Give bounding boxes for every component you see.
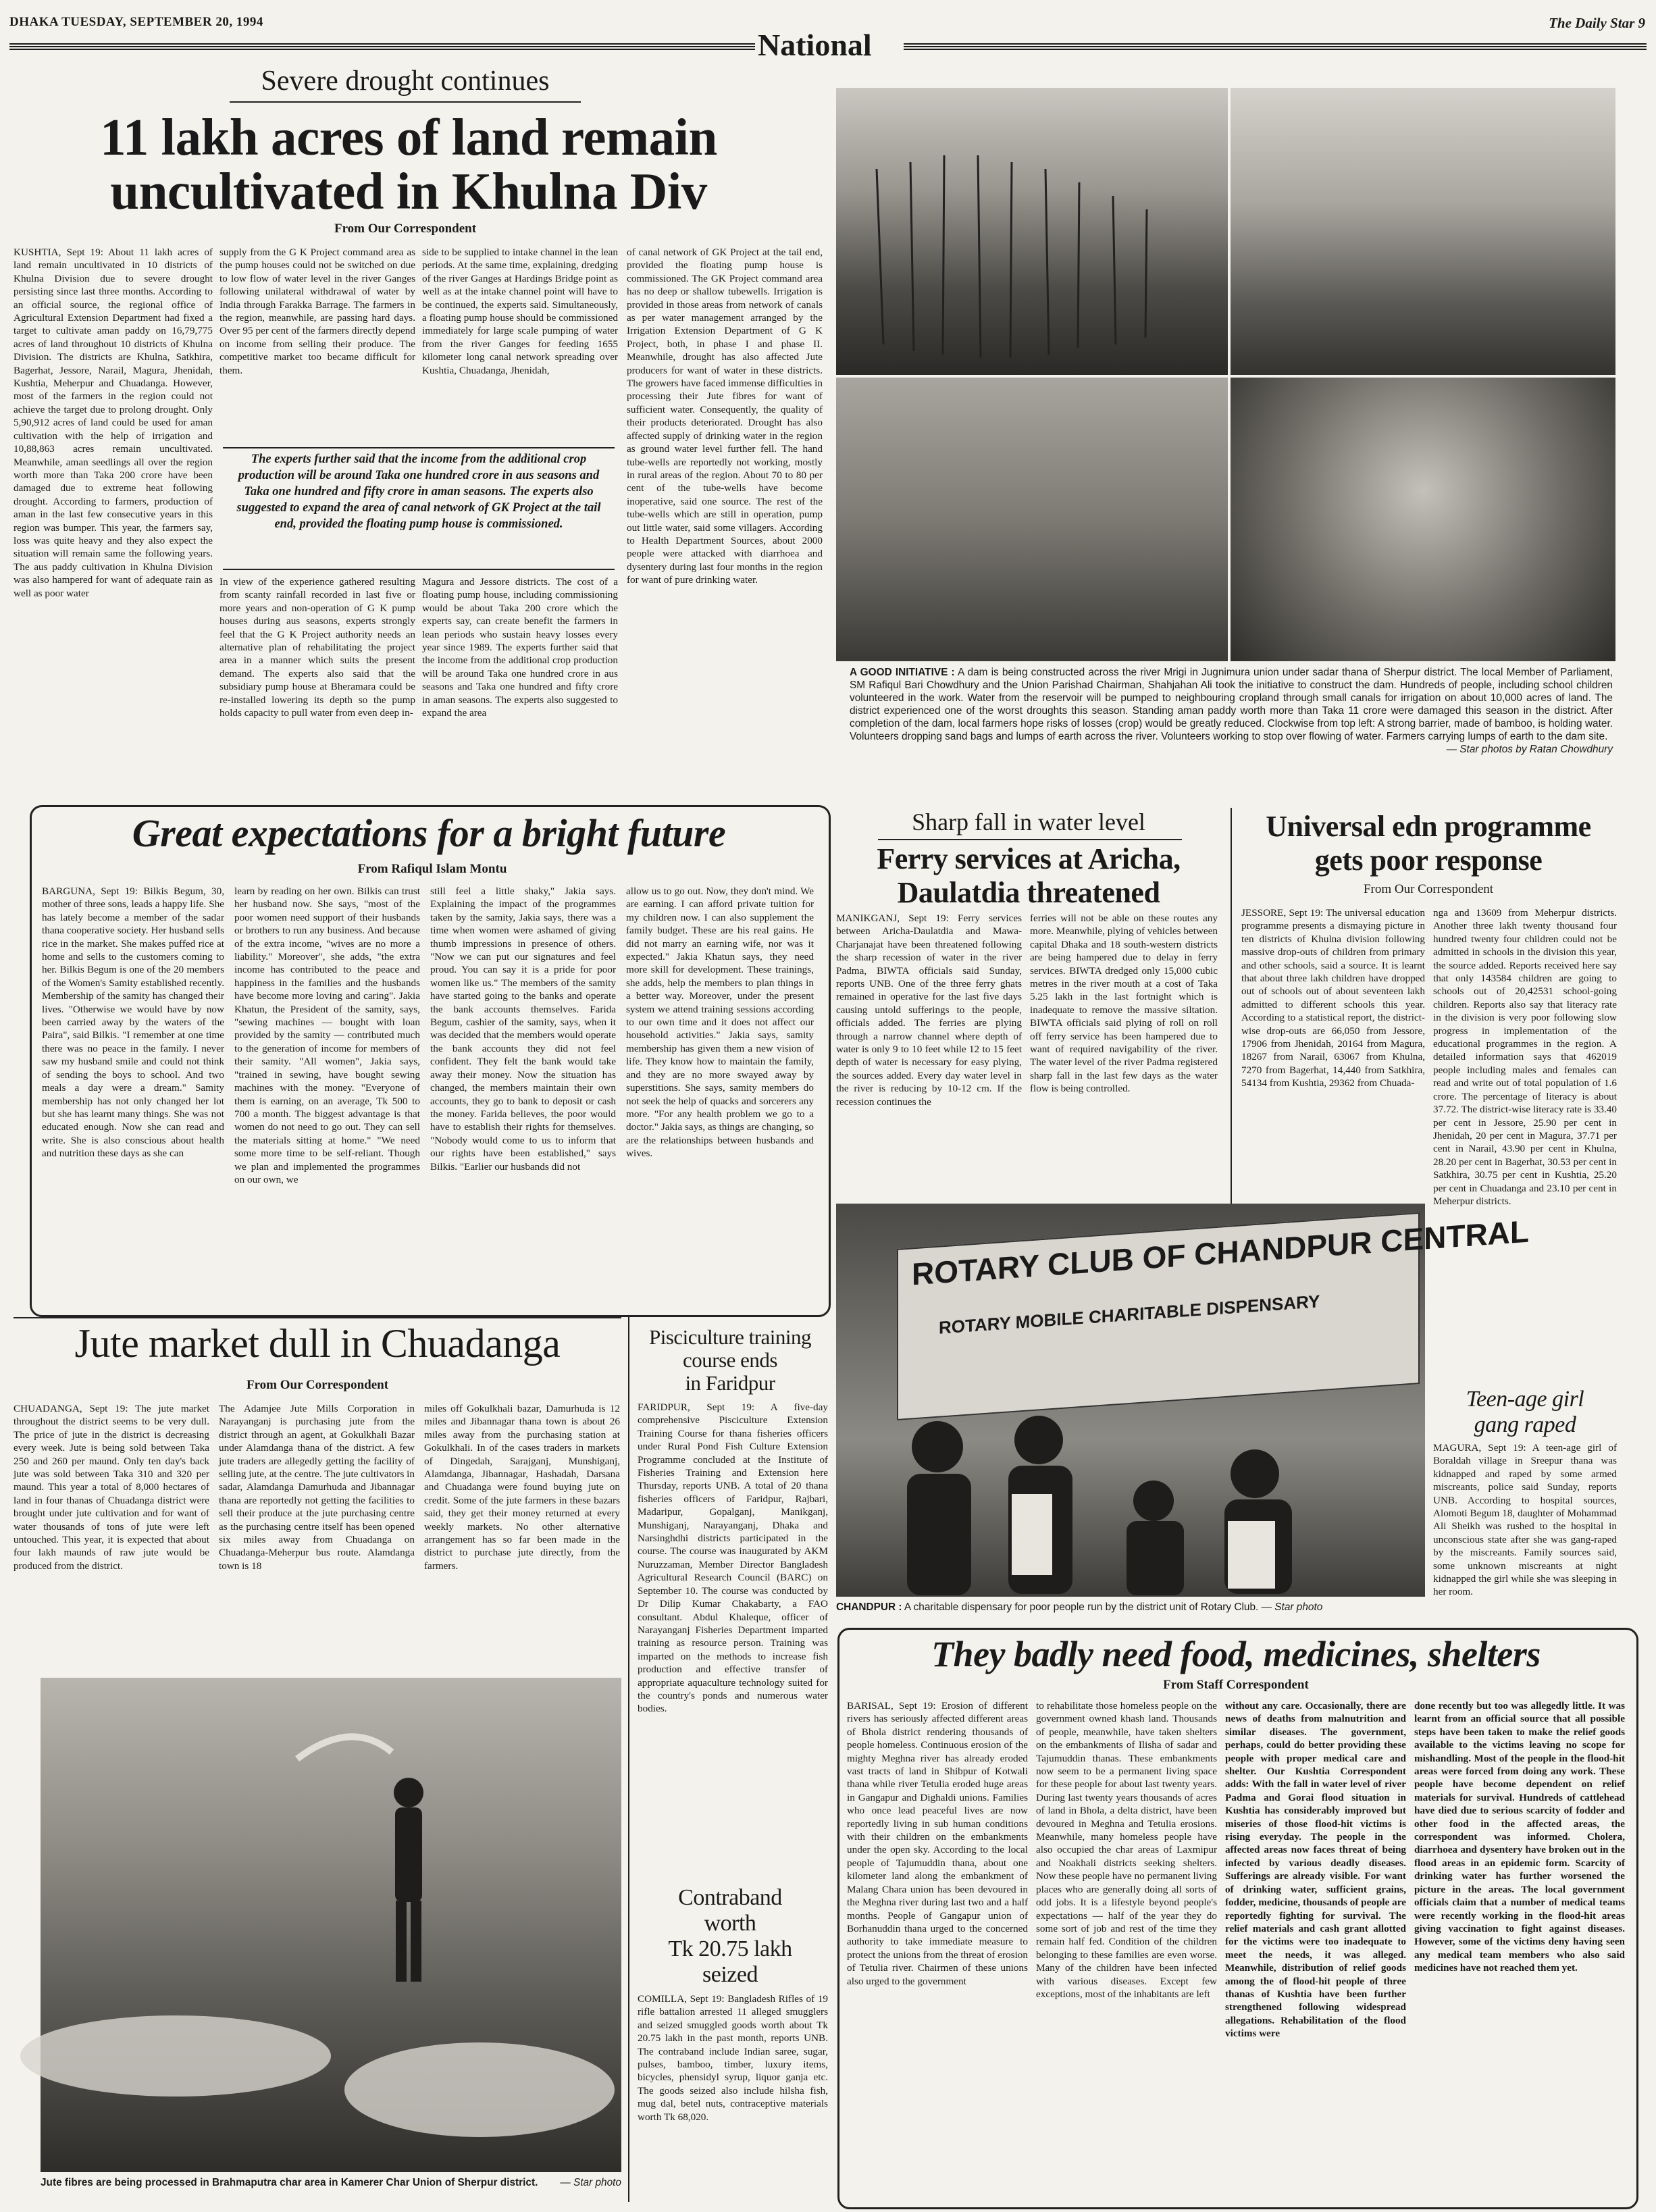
bamboo-barrier-icon: [836, 88, 1228, 375]
edn-byline: From Our Correspondent: [1363, 882, 1494, 896]
edn-col-1: JESSORE, Sept 19: The universal education programme presents a dismaying picture in ten districts of Khulna division following massive drop-outs of children from primary and other schools, said a source. It is learnt that about three lakh children have dropped out of schools out of about seventeen lakh admitted to different schools this year. According to a statistical report, the district-wise drop-outs are 66,050 from Jessore, 17906 from Jhenidah, 20164 from Magura, 18267 from Narail, 63067 from Khulna, 7270 from Bagerhat, 14,440 from Satkhira, 54134 from Kushtia, 29362 from Chuada-: [1241, 907, 1425, 1089]
ferry-headline-2: Daulatdia threatened: [897, 876, 1160, 909]
dam-photo-bottom-left: [836, 378, 1228, 661]
dam-credit: — Star photos by Ratan Chowdhury: [1446, 744, 1613, 755]
jute-worker-icon: [41, 1678, 621, 2172]
bright-future-col-2: learn by reading on her own. Bilkis can trust her husband now. She says, "most of the poor women need support of their husbands or brothers to run any business. And because of the extra income, "wives are no more a liability." Moreover", she adds, "the extra income has contributed to the peace and happiness in the families and the husbands have become more loving and caring". Jakia Khatun, the President of the samity, says, "sewing machines — bought with loan provided by the samity — contributed much to the generation of income for members of their samity. "All women", Jakia says, "trained in sewing, have bought sewing machines with the money. "Everyone of them is earning, on an average, Tk 500 to 700 a month. The biggest advantage is that women do not need to go out. They can sell the materials sitting at home." "We need some more time to be self-reliant. Though we plan and implemented the programmes on our own, we: [234, 885, 420, 1185]
shelters-col-2: to rehabilitate those homeless people on the government owned khash land. Thousands of people, meanwhile, have taken shelters on the embankments of Ilisha of sadar and Tajumuddin thanas. These embankments now seem to be a permanent living space for these people for about last twenty years. During last twenty years thousands of acres of land in Bhola, a delta district, have been devoured in Meghna and Tetulia erosions. Meanwhile, many homeless people have also occupied the char areas of Laxmipur and Noakhali districts seeking shelters. Now these people have no permanent living places who are generally doing all sorts of odd jobs. It is a lifestyle beyond people's expectations — half of the year they do some sort of job and rest of the time they remain half fed. Condition of the children belonging to these families are even worse. Many of the children have been infected with various diseases. Except few exceptions, most of the inhabitants are left: [1036, 1700, 1217, 2000]
teenage-headline-2: gang raped: [1474, 1412, 1576, 1437]
khulna-headline-1: 11 lakh acres of land remain: [100, 108, 717, 166]
clinic-banner-line-2: ROTARY MOBILE CHARITABLE DISPENSARY: [939, 1291, 1320, 1338]
jute-top-rule: [14, 1317, 621, 1318]
clinic-caption: [836, 1601, 1424, 1614]
ferry-kicker-rule: [878, 839, 1182, 840]
contraband-body: COMILLA, Sept 19: Bangladesh Rifles of 19 rifle battalion arrested 11 alleged smugglers and seized smuggled goods worth about Tk 20.75 lakh in the past month, reports UNB. The contraband include Indian saree, sugar, pulses, bamboo, timber, luxury items, bicycles, phensidyl syrup, liquor ganja etc. The goods seized also include hilsha fish, mug dal, betel nuts, contraceptive materials worth Tk 68,020.: [638, 1993, 828, 2123]
bright-future-col-4: allow us to go out. Now, they don't mind. We are earning. I can afford private tuition for my children now. I can also supplement the family budget. These are his real gains. He did not marry an earning wife, nor was it expected." Jakia Khatun says, they need more skill for development. These trainings, she adds, help the members to plan things in a better way. Moreover, under the present system we attend training sessions according to our own time and it does not affect our household activities." Jakia says, samity membership has given them a new vision of life. They know how to maintain the family, and they are no more swayed away by superstitions. She says, samity members do not seek the help of quacks and sorcerers any more. "For any health problem we go to a doctor." Jakia says, as things are changing, so are the relationships between husbands and wives.: [626, 885, 814, 1160]
clinic-banner-line-1: ROTARY CLUB OF CHANDPUR CENTRAL: [912, 1213, 1530, 1292]
khulna-pull-rule-bottom: [223, 569, 615, 570]
dam-photo-top-left: [836, 88, 1228, 375]
teenage-body: MAGURA, Sept 19: A teen-age girl of Boraldah village in Sreepur thana was kidnapped and raped by some armed miscreants, police said Sunday, reports UNB. According to hospital sources, Alomoti Begum 18, daughter of Mohammad Ali Sheikh was rushed to the hospital in unconscious state after she was gang-raped by the miscreants. Family sources said, some unknown miscreants at night kidnapped the girl while she was sleeping in her room.: [1433, 1442, 1617, 1598]
bright-future-col-3: still feel a little shaky," Jakia says. Explaining the impact of the programmes taken by the samity, Jakia says, there was a time when women were ashamed of giving thumb impressions in presence of others. "Now we can put our signatures and feel proud. You can say it is a pride for poor women like us." The members of the samity have started going to the banks and operate the bank accounts themselves. Farida Begum, cashier of the samity, says, when it was decided that the members would operate the bank accounts they did not feel confident. They felt the bank would take away their money. Now the situation has changed, the members maintain their own accounts, they go to bank to deposit or cash the money. Farida believes, the poor would have to establish their rights for themselves. "Nobody would come to us to inform that our rights have been established," says Bilkis. "Earlier our husbands did not: [430, 885, 616, 1173]
contraband-headline-4: seized: [702, 1962, 758, 1987]
khulna-col-2: supply from the G K Project command area as the pump houses could not be switched on due to low flow of water level in the river Ganges following unilateral withdrawal of water by India through Farakka Barrage. The farmers in the region, meanwhile, are passing hard days. Over 95 per cent of the farmers directly depend on income from selling their produce. The competitive market too became difficult for them.: [219, 247, 415, 376]
jute-col-3: miles off Gokulkhali bazar, Damurhuda is 12 miles and Jibannagar thana town is about 26 miles away from the purchasing station at Gokulkhali. In of the cases traders in markets of Dingedah, Sarajganj, Munshiganj, Alamdanga, Jibannagar, Hashadah, Darsana and Chuadanga were found buying jute on credit. Some of the jute farmers in these bazars said, they get their money returned at every weekly markets. No other alternative arrangement has so far been made in the district to purchase jute directly, from the farmers.: [424, 1403, 620, 1572]
shelters-byline: From Staff Correspondent: [1163, 1678, 1309, 1692]
khulna-kicker: Severe drought continues: [261, 66, 550, 97]
jute-col-1: CHUADANGA, Sept 19: The jute market throughout the district seems to be very dull. The price of jute in the district is decreasing every week. Jute is being sold between Taka 250 and 260 per maund. Only ten day's back jute was sold between Taka 310 and 320 per maund. This year a total of 8,000 hectares of land in four thanas of Chuadanga district were brought under jute cultivation and for want of water thousands of tons of jute were left untouched. This year, it is expected that about four lakh maunds of raw jute would be produced from the district.: [14, 1403, 209, 1572]
jute-byline: From Our Correspondent: [246, 1378, 389, 1392]
pisci-body: FARIDPUR, Sept 19: A five-day comprehensive Pisciculture Extension Training Course for thana fisheries officers under Rural Pond Fish Culture Extension Programme concluded at the Institute of Fisheries Training and Extension here Thursday, reports UNB. A total of 20 thana fisheries officers of Faridpur, Rajbari, Madaripur, Gopalganj, Manikganj, Munshiganj, Narayanganj, Dhaka and Narsinghdhi districts participated in the course. The course was inaugurated by AKM Nuruzzaman, Member Director Bangladesh Agricultural Research Council (BARC) on September 10. The course was conducted by Dr Dilip Kumar Chakabarty, a FAO consultant. Abdul Khaleque, officer of Narayanganj Fisheries Department imparted training as resource person. Training was imparted on the methods to increase fish production and effective transfer of appropriate aquaculture technology suited for the country's ponds and numerous water bodies.: [638, 1401, 828, 1715]
shelters-col-4: done recently but too was allegedly little. It was learnt from an official source that all possible steps have been taken to make the relief goods available to the victims leaving no scope for mishandling. Most of the people in the flood-hit areas were forced from doing any work. These people have become dependent on relief materials for survival. Hundreds of cattlehead have died due to serious scarcity of fodder and other food in the affected areas, the correspondent was informed. Cholera, diarrhoea and dysentery have broken out in the flood areas in an epidemic form. Scarcity of drinking water has further worsened the picture in the areas. The local government officials claim that a number of medical teams were recently working in the flood-hit areas giving vaccination to fight against diseases. However, some of the victims deny having seen any medical team members who also said medicines have not reached them yet.: [1414, 1700, 1625, 1974]
khulna-col-4: of canal network of GK Project at the tail end, provided the floating pump house is commissioned. The GK Project command area has no deep or shallow tubewells. Irrigation is provided in those areas from network of canals as per water management arranged by the Irrigation Extension Department of G K Project, both, in phase I and phase II. Meanwhile, drought has also affected Jute producers for want of water in these districts. The growers have faced immense difficulties in processing their Jute fibres for want of sufficient water. Consequently, the quality of their products deteriorated. Drought has also affected supply of drinking water in the region as ground water level further fell. The hand tube-wells are reportedly not working, mostly in rural areas of the region. About 70 to 80 per cent of the tube-wells have become inoperative, said one source. The rest of the tube-wells which are still in operation, pump out little water, said some villagers. According to Health Department Sources, about 2000 people were attacked with diarrhoea and dysentery during last four months in the region for want of pure drinking water.: [627, 247, 823, 586]
clinic-caption-lead: CHANDPUR :: [836, 1601, 902, 1613]
contraband-headline-1: Contraband: [678, 1885, 782, 1910]
pisci-headline-2: course ends: [683, 1348, 777, 1372]
ferry-col-2: ferries will not be able on these routes any more. Meanwhile, plying of vehicles between capital Dhaka and 18 south-western districts are being hampered due to delay in ferry services. BIWTA dredged only 15,000 cubic metres in the river mouth at a cost of Taka 5.25 lakh in the last fortnight which is inadequate to remove the massive siltation. BIWTA officials said plying of roll on roll off ferry service has been hampered due to want of required navigability of the river. The water level of the river Padma registered sharp fall in the last few days as the water flow is being controlled.: [1030, 912, 1218, 1095]
khulna-col-3b: Magura and Jessore districts. The cost of a floating pump house, including commissioning would be about Taka 200 crore which the experts say, can create benefit the farmers in lean periods who sustain heavy losses every year since 1989. The experts further said that the income from the additional crop production will be around Taka one hundred crore in aus seasons and Taka one hundred and fifty crore in aman seasons. The experts also suggested to expand the area: [422, 576, 618, 719]
dam-caption-lead: A GOOD INITIATIVE :: [850, 667, 955, 678]
khulna-pull-rule-top: [223, 447, 615, 448]
ferry-col-1: MANIKGANJ, Sept 19: Ferry services between Aricha-Daulatdia and Mawa-Charjanajat have been threatened following the sharp recession of water in the river Padma, BIWTA officials said Sunday, reports UNB. One of the three ferry ghats remained in operative for the last five days causing untold sufferings to the people, officials added. The ferries are plying through a narrow channel where depth of water is only 9 to 10 feet while 12 to 15 feet depth of water is necessary for easy plying, the sources added. Every day water level in the river is reducing by 10-12 cm. If the recession continues the: [836, 912, 1022, 1108]
jute-col-2: The Adamjee Jute Mills Corporation in Narayanganj is purchasing jute from the district through an agent, at Gokulkhali Bazar under Alamdanga thana of the district. A few jute traders are allegedly getting the facility of selling jute, at the centre. The jute cultivators in sadar, Alamdanga Damurhuda and Jibannagar thana are reportedly not getting the facilities to sell their produce at the jute purchasing centre as the purchasing centre itself has been opened six miles away from Chuadanga on Chuadanga-Meherpur bus route. Alamdanga town is 18: [219, 1403, 415, 1572]
khulna-col-2b: In view of the experience gathered resulting from scanty rainfall recorded in last five or more years and non-operation of G K pump houses during aus seasons, experts strongly feel that the G K Project authority needs an alternative plan of rehabilitating the project area in a manner which suits the present demand. The experts also said that the subsidiary pump house at Bheramara could be re-installed lowering its depth so the pump holds capacity to pull water from even deep in-: [219, 576, 415, 719]
khulna-headline-2: uncultivated in Khulna Div: [110, 162, 707, 220]
khulna-col-1: KUSHTIA, Sept 19: About 11 lakh acres of land remain uncultivated in 10 districts of Khulna Division due to severe drought persisting since last three months. According to an official source, the regional office of Agricultural Extension Department had fixed a target to cultivate aman paddy on 16,79,775 acres of land throughout 10 districts of Khulna Division. The districts are Khulna, Satkhira, Bagerhat, Jessore, Narail, Magura, Jhenidah, Kushtia, Meherpur and Chuadanga. However, most of the farmers in the region could not achieve the target due to prolong drought. Only 5,90,912 acres of land could be used for aman cultivation with the help of irrigation and 10,88,863 acres remain uncultivated. Meanwhile, aman seedlings all over the region worth more than Taka 200 crore have been damaged due to extreme heat following drought. According to farmers, production of aman in the last few consecutive years in this region was bumper. This year, the farmers say, loss was quite heavy and they also expect the situation will remain same the following years. The aus paddy cultivation in Khulna Division was also hampered for want of adequate rain as well as poor water: [14, 247, 213, 599]
jute-photo-credit: — Star photo: [560, 2177, 621, 2188]
jute-headline: Jute market dull in Chuadanga: [74, 1321, 561, 1366]
teenage-headline-1: Teen-age girl: [1466, 1387, 1584, 1412]
jute-photo: [41, 1678, 621, 2172]
contraband-headline-2: worth: [704, 1911, 756, 1936]
paper-name: The Daily Star 9: [1549, 15, 1645, 31]
masthead-rule-right: [904, 43, 1647, 51]
dam-photo-top-right: [1231, 88, 1615, 375]
dam-caption-text: A dam is being constructed across the river Mrigi in Jugnimura union under sadar thana of Sherpur district. The local Member of Parliament, SM Rafiqul Bari Chowdhury and the Union Parishad Chairman, Shahjahan Ali took the initiative to construct the dam. Hundreds of people, including school children volunteered in the work. Water from the reservoir will be pumped to neighbouring cropland through small canals for irrigation on about 10,000 acres of land. The district experienced one of the worst droughts this season. Standing aman paddy worth more than Taka 11 crore were damaged this season in the district. After completion of the dam, local farmers hope risks of losses (crop) would be greatly reduced. Clockwise from top left: A strong barrier, made of bamboo, is holding water. Volunteers dropping sand bags and lumps of earth across the river. Volunteers working to stop over flowing of water. Farmers carrying lumps of earth to the dam site.: [850, 667, 1613, 742]
ferry-kicker: Sharp fall in water level: [912, 808, 1145, 835]
bright-future-col-1: BARGUNA, Sept 19: Bilkis Begum, 30, mother of three sons, leads a happy life. She has lately become a member of the sadar thana cooperative society. Her husband sells rice in the market. She makes puffed rice at home and sells to the customers coming to her. Bilkis Begum is one of the 20 members of the Women's Samity established recently. Membership of the samity has changed their lives. "Otherwise we would have by now been carried away by the waters of the Paira", said Bilkis. "I remember at one time there was no peace in the family. I never saw my husband smile and could not think of sending the boys to school. And two meals a day were a dream." Samity membership has not only changed her lot but she has learnt many things. She was not educated enough. Now she can read and write. She is also conscious about health and nutrition these days as she can: [42, 885, 224, 1160]
shelters-col-1: BARISAL, Sept 19: Erosion of different rivers has seriously affected different areas of Bhola district rendering thousands of people homeless. Continuous erosion of the mighty Meghna river has already eroded vast tracts of land in Shibpur of Kotwali thana while river Tetulia eroded huge areas in Gangapur and Dighaldi unions. Families who once lead peaceful lives are now reportedly living in sub human conditions with their children on the embankments under the open sky. According to the local people of Tajumuddin thana, about one kilometer land along the embankment of Malang Chara union has been devoured in the Meghna river during last two and a half months. People of Gangapur union of Borhanuddin thana urged to the concerned authority to take immediate measure to protect the unions from the threat of erosion of Tetulia river. Chairmen of these unions also urged to the government: [847, 1700, 1028, 1987]
bright-future-headline: Great expectations for a bright future: [132, 811, 726, 855]
jute-photo-caption: [41, 2176, 621, 2189]
ferry-headline-1: Ferry services at Aricha,: [877, 842, 1181, 875]
contraband-headline-3: Tk 20.75 lakh: [668, 1936, 792, 1961]
edn-headline-2: gets poor response: [1314, 844, 1543, 877]
khulna-byline: From Our Correspondent: [334, 222, 477, 236]
khulna-col-3: side to be supplied to intake channel in the lean periods. At the same time, explaining, dredging of the river Ganges at Hardings Bridge point as well as at the intake channel point will have to be continued, the experts said. Simultaneously, a floating pump house should be commissioned immediately for large scale pumping of water from the river Ganges for feeding 1655 kilometer long canal network spreading over Kushtia, Chuadanga, Jhenidah,: [422, 247, 618, 376]
section-label: National: [758, 28, 872, 62]
edn-col-2: nga and 13609 from Meherpur districts. Another three lakh twenty thousand four hundred twenty four children could not be admitted in schools in the division this year, the source added. Reports received here say that only 143584 children are going to schools out of 20,42531 school-going children. Reports also say that literacy rate in the division is very poor following slow progress in implementation of the educational programmes in the region. A detailed information says that 462019 people including males and females can read and write out of total population of 1.6 crore. The percentage of literacy is about 37.72. The district-wise literacy rate is 33.40 per cent in Jessore, 25.90 per cent in Jhenidah, 20 per cent in Magura, 37.71 per cent in Narail, 43.90 per cent in Khulna, 28.20 per cent in Bagerhat, 30.53 per cent in Satkhira, 30.75 per cent in Kushtia, 25.20 per cent in Chuadanga and 23.10 per cent in Meherpur districts.: [1433, 907, 1617, 1207]
shelters-headline: They badly need food, medicines, shelters: [931, 1634, 1541, 1674]
masthead-date: DHAKA TUESDAY, SEPTEMBER 20, 1994: [9, 15, 263, 29]
pisci-headline-1: Pisciculture training: [648, 1325, 812, 1349]
bright-future-byline: From Rafiqul Islam Montu: [357, 862, 507, 876]
edn-headline-1: Universal edn programme: [1266, 810, 1591, 843]
jute-photo-caption-text: Jute fibres are being processed in Brahmaputra char area in Kamerer Char Union of Sherpur district.: [41, 2177, 538, 2188]
dam-photo-bottom-right: [1231, 378, 1615, 661]
clinic-credit: — Star photo: [1261, 1601, 1323, 1613]
dam-caption: [850, 666, 1613, 756]
khulna-pull-quote: The experts further said that the income from the additional crop production will be around Taka one hundred crore in aus seasons and Taka one hundred and fifty crore in aman seasons. The experts also suggested to expand the area of canal network of GK Project at the tail end, provided the floating pump house is commissioned.: [236, 453, 601, 531]
edn-divider: [1231, 808, 1232, 1206]
clinic-caption-text: A charitable dispensary for poor people run by the district unit of Rotary Club.: [902, 1601, 1259, 1613]
pisci-headline-3: in Faridpur: [685, 1371, 775, 1395]
shelters-col-3: without any care. Occasionally, there are news of deaths from malnutrition and similar diseases. The government, perhaps, could do better providing these people with proper medical care and shelter. Our Kushtia Correspondent adds: With the fall in water level of river Padma and Gorai flood situation in Kushtia has considerably improved but miseries of those flood-hit victims is rising everyday. The people in the affected areas now faces threat of being infected by various deadly diseases. Sufferings are already visible. For want of drinking water, sufficient grains, fodder, medicine, thousands of people are reportedly fighting for survival. The relief materials and cash grant allotted for the victims were too inadequate to meet the needs, it was alleged. Meanwhile, distribution of relief goods among the of flood-hit people of three thanas of Kushtia have been further strengthened following widespread allegations. Rehabilitation of the flood victims were: [1225, 1700, 1406, 2040]
pisci-divider: [628, 1317, 629, 2202]
khulna-kicker-rule: [230, 101, 581, 103]
masthead-rule-left: [9, 43, 755, 51]
